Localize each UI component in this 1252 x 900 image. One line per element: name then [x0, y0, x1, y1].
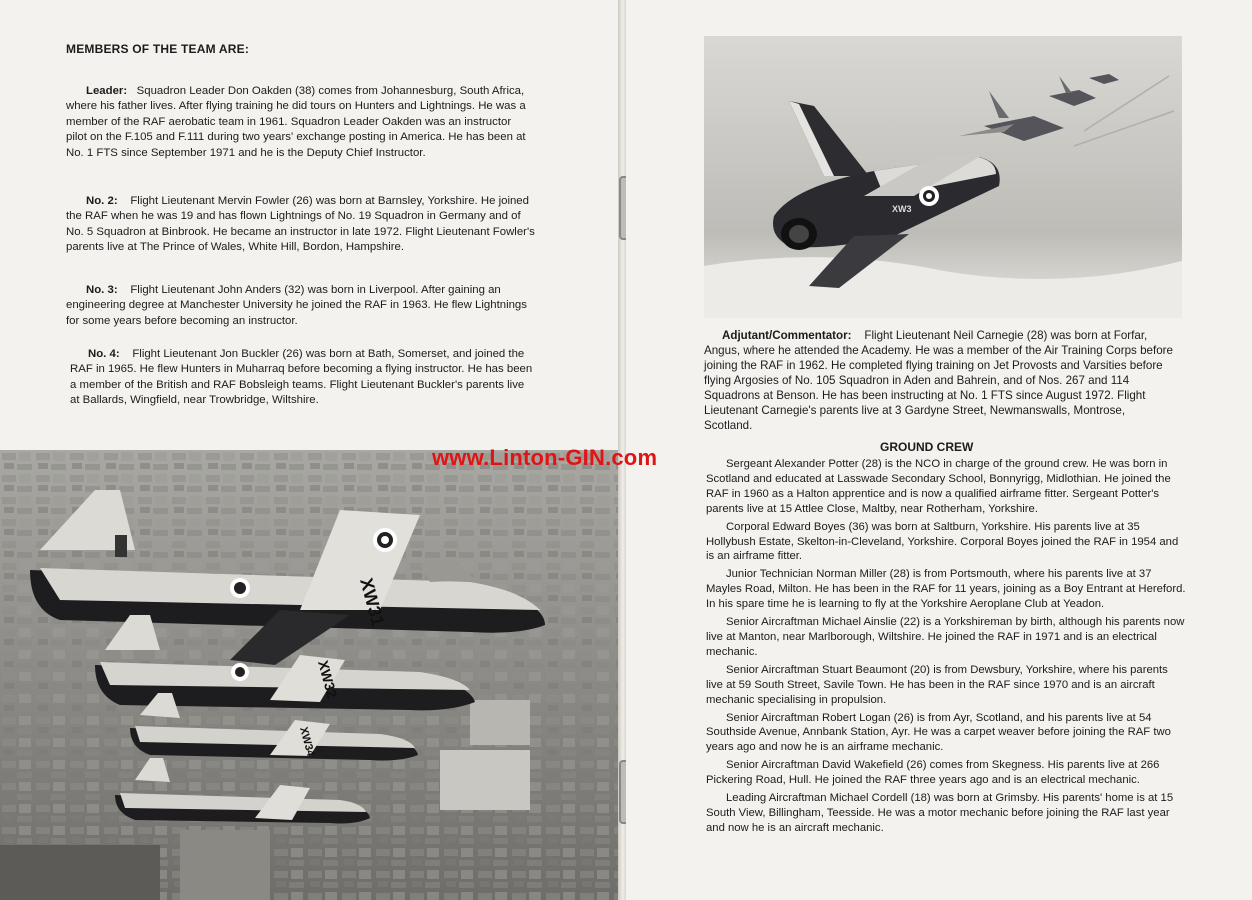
- ground-crew-entry: Corporal Edward Boyes (36) was born at Saltburn, Yorkshire. His parents live at 35 Hollybush Estate, Skelton-in-Cleveland, Yorkshire. Corporal Boyes joined the RAF in 1954 and is an airframe fitter.: [706, 520, 1179, 563]
- member-label: Leader:: [86, 85, 128, 97]
- single-jet-photo: [704, 36, 1182, 318]
- single-jet-photo-art: [704, 36, 1182, 318]
- ground-crew-heading: GROUND CREW: [880, 440, 974, 454]
- member-label: No. 2:: [86, 195, 118, 207]
- member-text: Squadron Leader Don Oakden (38) comes from Johannesburg, South Africa, where his father lives. After flying training he did tours on Hunters and Lightnings. He was a member of the RAF aerobatic team in 1961. Squadron Leader Oakden was an instructor pilot on the F.105 and F.111 during two years' exchange posting in America. He has been at No. 1 FTS since September 1971 and he is the Deputy Chief Instructor.: [66, 85, 526, 159]
- jet-2-marking: XW32: [315, 658, 341, 700]
- member-label: No. 3:: [86, 284, 118, 296]
- ground-crew-list: [706, 457, 1186, 839]
- ground-crew-entry: Junior Technician Norman Miller (28) is from Portsmouth, where his parents live at 37 Mayles Road, Milton. He has been in the RAF for 11 years, joining as a Boy Entrant at Hereford. In his spare time he is learning to fly at the Yorkshire Aeroplane Club at Yeadon.: [706, 568, 1186, 611]
- member-no2: [66, 194, 536, 256]
- watermark-link[interactable]: www.Linton-GIN.com: [432, 445, 658, 470]
- ground-crew-entry: Senior Aircraftman David Wakefield (26) comes from Skegness. His parents live at 266 Pickering Road, Hull. He joined the RAF three years ago and is an electrical mechanic.: [706, 759, 1160, 787]
- member-label: No. 4:: [88, 348, 120, 360]
- formation-photo: [0, 450, 622, 900]
- member-no4: [70, 347, 536, 409]
- member-text: Flight Lieutenant Jon Buckler (26) was born at Bath, Somerset, and joined the RAF in 1965. He flew Hunters in Muharraq before becoming a flying instructor. He has been a member of the British and RAF Bobsleigh teams. Flight Lieutenant Buckler's parents live at Ballards, Wingfield, near Trowbridge, Wiltshire.: [70, 348, 533, 407]
- ground-crew-entry: Leading Aircraftman Michael Cordell (18) was born at Grimsby. His parents' home is at 15 South View, Billingham, Teesside. He was a motor mechanic before joining the RAF last year and now he is an aircraft mechanic.: [706, 792, 1174, 834]
- member-text: Flight Lieutenant John Anders (32) was born in Liverpool. After gaining an engineering degree at Manchester University he joined the RAF in 1963. He flew Lightnings for some years before becoming an instructor.: [66, 284, 527, 327]
- lead-jet-marking: XW3: [892, 204, 912, 214]
- member-no3: [66, 283, 536, 329]
- adjutant-label: Adjutant/Commentator:: [722, 329, 852, 342]
- jet-1-marking: XW31: [356, 575, 389, 629]
- adjutant-paragraph: [704, 328, 1174, 433]
- ground-crew-entry: Senior Aircraftman Stuart Beaumont (20) is from Dewsbury, Yorkshire, where his parents live at 59 South Street, Savile Town. He has been in the RAF since 1970 and is an aircraft mechanic specialising in propulsion.: [706, 663, 1168, 706]
- jet-3-marking: XW34: [297, 725, 317, 758]
- member-text: Flight Lieutenant Mervin Fowler (26) was born at Barnsley, Yorkshire. He joined the RAF when he was 19 and has flown Lightnings of No. 19 Squadron in Germany and of No. 5 Squadron at Binbrook. He became an instructor in late 1972. Flight Lieutenant Fowler's parents live at The Prince of Wales, White Hill, Bordon, Hampshire.: [66, 195, 535, 254]
- ground-crew-entry: Senior Aircraftman Robert Logan (26) is from Ayr, Scotland, and his parents live at 54 Southside Avenue, Annbank Station, Ayr. He was a carpet weaver before joining the RAF two years ago and now he is an airframe mechanic.: [706, 711, 1171, 754]
- team-heading: MEMBERS OF THE TEAM ARE:: [66, 42, 250, 56]
- ground-crew-entry: Senior Aircraftman Michael Ainslie (22) is a Yorkshireman by birth, although his parents now live at Manton, near Marlborough, Wiltshire. He joined the RAF in 1971 and is an electrical mechanic.: [706, 616, 1185, 658]
- formation-photo-art: [0, 450, 622, 900]
- ground-crew-entry: Sergeant Alexander Potter (28) is the NCO in charge of the ground crew. He was born in Scotland and educated at Lasswade Secondary School, Bonnyrigg, Midlothian. He joined the RAF in 1960 as a Halton apprentice and is now a qualified airframe fitter. Sergeant Potter's parents live at 15 Attlee Close, Maltby, near Rotherham, Yorkshire.: [706, 458, 1171, 515]
- adjutant-text: Flight Lieutenant Neil Carnegie (28) was born at Forfar, Angus, where he attended the Academy. He was a member of the Air Training Corps before joining the RAF in 1962. He completed flying training on Jet Provosts and Varsities before flying Argosies of No. 105 Squadron in Aden and Bahrein, and of Nos. 267 and 114 Squadrons at Benson. He has been instructing at No. 1 FTS since August 1972. Flight Lieutenant Carnegie's parents live at 3 Gardyne Street, Newmanswalls, Montrose, Scotland.: [704, 329, 1173, 432]
- member-leader: [66, 84, 532, 161]
